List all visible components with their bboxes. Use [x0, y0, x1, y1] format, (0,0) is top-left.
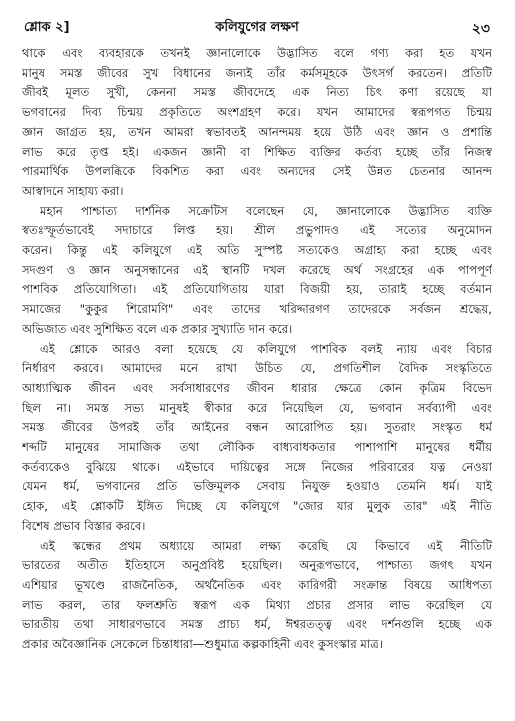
- text-line: ছিল না। সমস্ত সভ্য মানুষই স্বীকার করে নিয়েছিল যে, ভগবান সর্বব্যাপী এবং: [22, 400, 492, 415]
- text-line: নির্ধারণ করবে। আমাদের মনে রাখা উচিত যে, প্রগতিশীল বৈদিক সংস্কৃতিতে: [22, 361, 492, 376]
- text-line: করেন। কিন্তু এই কলিযুগে এই অতি সুস্পষ্ট সত্যকেও অগ্রাহ্য করা হচ্ছে এবং: [22, 243, 492, 258]
- page-header: [22, 14, 492, 40]
- text-line: স্বতঃস্ফূর্তভাবেই সদাচারে লিপ্ত হয়। শ্রীল প্রভুপাদও এই সত্যের অনুমোদন: [22, 223, 492, 238]
- text-line: সমাজের "কুকুর শিরোমণি" এবং তাদের খরিদ্দারগণ তাদেরকে সর্বজন শ্রদ্ধেয়,: [22, 302, 492, 317]
- text-line: বিশেষ প্রভাব বিস্তার করবে।: [22, 518, 146, 533]
- text-line: অভিজাত এবং সুশিক্ষিত বলে এক প্রকার সুখ্যাতি দান করে।: [22, 321, 293, 336]
- text-line: ভারতীয় তথা সাধারণভাবে সমস্ত প্রাচ্য ধর্ম, ঈশ্বরতত্ত্ব এবং দর্শনগুলি হচ্ছে এক: [22, 617, 492, 632]
- text-line: জ্ঞান জাগ্রত হয়, তখন আমরা স্বভাবতই আনন্দময় হয়ে উঠি এবং জ্ঞান ও প্রশান্তি: [22, 124, 492, 139]
- text-line: হোক, এই শ্লোকটি ইঙ্গিত দিচ্ছে যে কলিযুগে "জোর যার মুলুক তার" এই নীতি: [22, 499, 492, 514]
- text-line: আস্বাদনে সাহায্য করা।: [22, 183, 124, 198]
- text-line: জীবই মূলত সুখী, কেননা সমস্ত জীবদেহে এক নিত্য চিৎ কণা রয়েছে যা: [22, 85, 492, 100]
- chapter-title: কলিযুগের লক্ষণ: [215, 20, 299, 35]
- text-line: শব্দটি মানুষের সামাজিক তথা লৌকিক বাধ্যবাধকতার পাশাপাশি মানুষের ধর্মীয়: [22, 440, 492, 455]
- text-line: থাকে এবং ব্যবহারকে তখনই জ্ঞানালোকে উদ্ভাসিত বলে গণ্য করা হত যখন: [22, 46, 492, 60]
- verse-reference: শ্লোক ২]: [24, 20, 70, 35]
- text-line: আধ্যাত্মিক জীবন এবং সর্বসাধারণের জীবন ধারার ক্ষেত্রে কোন কৃত্রিম বিভেদ: [22, 380, 492, 395]
- text-line: ভগবানের দিব্য চিন্ময় প্রকৃতিতে অংশগ্রহণ করে। যখন আমাদের স্বরূপগত চিন্ময়: [22, 105, 492, 120]
- text-line: সমস্ত জীবের উপরই তাঁর আইনের বন্ধন আরোপিত হয়। সুতরাং সংস্কৃত ধর্ম: [22, 420, 492, 435]
- paragraph: [22, 340, 492, 537]
- text-line: এই স্কন্ধের প্রথম অধ্যায়ে আমরা লক্ষ্য করেছি যে কিভাবে এই নীতিটি: [40, 538, 492, 553]
- text-line: মহান পাশ্চাত্য দার্শনিক সক্রেটিস বলেছেন যে, জ্ঞানালোকে উদ্ভাসিত ব্যক্তি: [40, 203, 492, 218]
- text-line: যেমন ধর্ম, ভগবানের প্রতি ভক্তিমূলক সেবায় নিযুক্ত হওয়াও তেমনি ধর্ম। যাই: [22, 479, 492, 494]
- paragraph: [22, 44, 492, 202]
- book-page: [22, 14, 492, 655]
- text-line: এশিয়ার ভূখণ্ডে রাজনৈতিক, অর্থনৈতিক এবং কারিগরী সংক্রান্ত বিষয়ে আধিপত্য: [22, 577, 492, 592]
- text-line: প্রকার অবৈজ্ঞানিক সেকেলে চিন্তাধারা—শুধুমাত্র কল্পকাহিনী এবং কুসংস্কার মাত্র।: [22, 637, 383, 652]
- text-line: পারমার্থিক উপলব্ধিকে বিকশিত করা এবং অন্যদের সেই উন্নত চেতনার আনন্দ: [22, 164, 492, 179]
- text-line: লাভ করে তৃপ্ত হই। একজন জ্ঞানী বা শিক্ষিত ব্যক্তির কর্তব্য হচ্ছে তাঁর নিজস্ব: [22, 144, 492, 159]
- text-line: মানুষ সমস্ত জীবের সুখ বিধানের জন্যই তাঁর কর্মসমূহকে উৎসর্গ করতেন। প্রতিটি: [22, 65, 492, 80]
- text-line: পাশবিক প্রতিযোগিতা। এই প্রতিযোগিতায় যারা বিজয়ী হয়, তারাই হচ্ছে বর্তমান: [22, 282, 492, 297]
- page-number: ২৩: [471, 21, 490, 37]
- paragraph: [22, 537, 492, 655]
- paragraph: [22, 202, 492, 340]
- text-line: কর্তব্যকেও বুঝিয়ে থাকে। এইভাবে দায়িত্বের সঙ্গে নিজের পরিবারের যত্ন নেওয়া: [22, 459, 492, 474]
- text-line: লাভ করল, তার ফলশ্রুতি স্বরূপ এক মিথ্যা প্রচার প্রসার লাভ করেছিল যে: [22, 597, 492, 612]
- text-line: ভারতের অতীত ইতিহাসে অনুপ্রবিষ্ট হয়েছিল। অনুরূপভাবে, পাশ্চাত্য জগৎ যখন: [22, 558, 492, 573]
- page-body: [22, 44, 492, 655]
- text-line: এই শ্লোকে আরও বলা হয়েছে যে কলিযুগে পাশবিক বলই ন্যায় এবং বিচার: [40, 341, 492, 356]
- text-line: সদগুণ ও জ্ঞান অনুসন্ধানের এই স্থানটি দখল করেছে অর্থ সংগ্রহের এক পাপপূর্ণ: [22, 262, 492, 277]
